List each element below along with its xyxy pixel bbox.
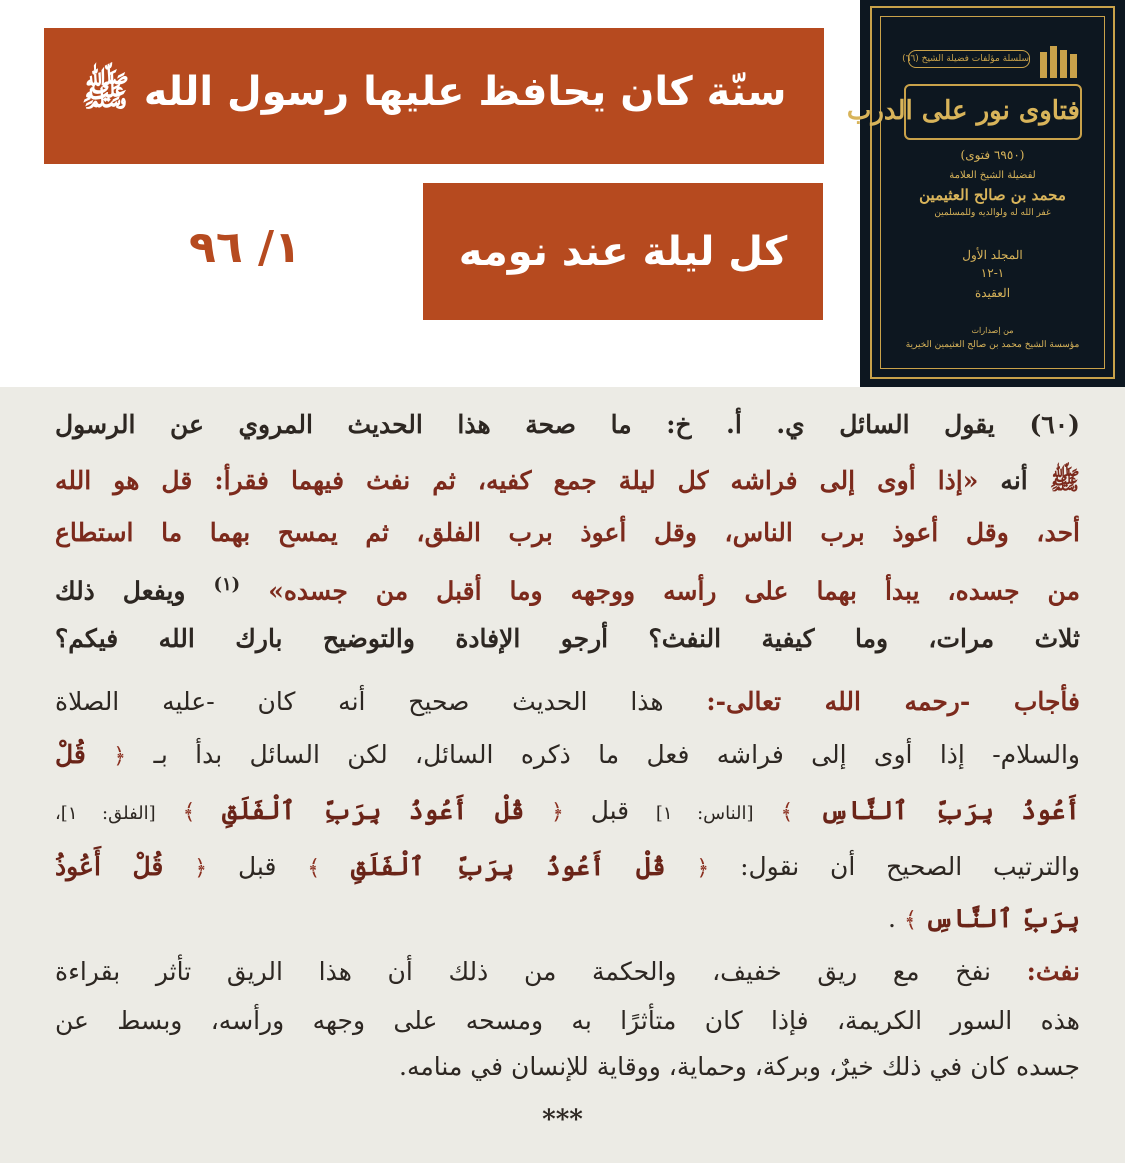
title-text: سنّة كان يحافظ عليها رسول الله ﷺ: [81, 69, 787, 115]
subtitle-text: كل ليلة عند نومه: [458, 228, 788, 275]
question-number: (٦٠): [1029, 410, 1080, 439]
quran-bracket-open-icon: ﴿: [551, 800, 564, 825]
footnote-marker: (١): [213, 574, 241, 595]
hadith-line-3: أحد، وقل أعوذ برب الناس، وقل أعوذ برب الفلق، ثم يمسح بهما ما استطاع: [55, 518, 1080, 547]
books-logo-icon: [1040, 44, 1080, 78]
cover-publisher: مؤسسة الشيخ محمد بن صالح العثيمين الخيرية: [905, 340, 1080, 350]
question-line-2: [55, 461, 1080, 501]
cover-range: ١-١٢: [980, 266, 1005, 280]
cover-byline: لفضيلة الشيخ العلامة: [949, 170, 1036, 181]
cover-title: فتاوى نور على الدرب: [904, 84, 1082, 140]
quran-bracket-open-icon: ﴿: [194, 856, 208, 881]
verse-falaq-2: قُلْ أَعُوذُ بِرَبِّ ٱلْفَلَقِ: [350, 852, 666, 881]
verse-qul-audhu: قُلْ أَعُوذُ: [55, 852, 164, 881]
answer-line-4: [55, 847, 1080, 889]
cover-count: (٦٩٥٠ فتوى): [960, 148, 1025, 162]
answer-text-1: هذا الحديث صحيح أنه كان -عليه الصلاة: [55, 687, 664, 716]
word-qabl: قبل: [590, 796, 630, 825]
hadith-line-4: [55, 565, 1080, 611]
question-asker: يقول السائل ي. أ. خ: ما صحة هذا الحديث المروي عن الرسول: [55, 410, 995, 439]
hadith-text-4: من جسده، يبدأ بهما على رأسه ووجهه وما أقبل من جسده»: [268, 576, 1080, 606]
answer-line-1: [55, 682, 1080, 722]
verse-nas: أَعُوذُ بِرَبِّ ٱلنَّاسِ: [819, 796, 1081, 825]
question-line-1: [55, 405, 1080, 445]
question-text-4b: ويفعل ذلك: [55, 576, 186, 606]
answer-line-2: [55, 735, 1080, 777]
quran-bracket-close-icon: ﴾: [182, 800, 196, 825]
title-banner: [44, 28, 824, 164]
answer-period: .: [888, 904, 896, 933]
answer-text-2: والسلام- إذا أوى إلى فراشه فعل ما ذكره السائل، لكن السائل بدأ بـ: [153, 740, 1081, 769]
cover-volume: المجلد الأول: [962, 248, 1023, 262]
naft-label: نفث:: [1026, 957, 1081, 986]
quran-bracket-close-icon: ﴾: [307, 856, 321, 881]
answer-intro: فأجاب -رحمه الله تعالى-:: [706, 687, 1081, 716]
answer-line-7: هذه السور الكريمة، فإذا كان متأثرًا به ومسحه على وجهه ورأسه، وبسط عن: [55, 1006, 1080, 1035]
verse-birabbi-nas: بِرَبِّ ٱلنَّاسِ: [924, 904, 1080, 933]
cover-topic: العقيدة: [974, 286, 1011, 300]
ref-falaq: [الفلق: ١]،: [55, 803, 156, 824]
answer-line-8: جسده كان في ذلك خيرٌ، وبركة، وحماية، ووقاية للإنسان في منامه.: [399, 1052, 1080, 1081]
answer-line-5: [55, 899, 1080, 941]
answer-line-3: [55, 791, 1080, 834]
verse-qul: قُلْ: [55, 740, 86, 769]
hadith-text-2: «إذا أوى إلى فراشه كل ليلة جمع كفيه، ثم نفث فيهما فقرأ: قل هو الله: [55, 466, 979, 495]
question-text-2a: أنه: [1000, 466, 1028, 495]
book-cover: [846, 0, 1125, 387]
page-scan: [0, 387, 1125, 1163]
reference-number: ١/ ٩٦: [189, 222, 301, 273]
ref-nas: [الناس: ١]: [655, 803, 754, 824]
quran-bracket-close-icon: ﴾: [903, 908, 917, 933]
quran-bracket-close-icon: ﴾: [780, 800, 794, 825]
subtitle-banner: [423, 183, 823, 320]
answer-text-6: نفخ مع ريق خفيف، والحكمة من ذلك أن هذا الريق تأثر بقراءة: [55, 957, 991, 986]
verse-falaq: قُلْ أَعُوذُ بِرَبِّ ٱلْفَلَقِ: [222, 796, 525, 825]
word-qabl-2: قبل: [237, 852, 277, 881]
salawat-symbol: ﷺ: [1049, 466, 1080, 495]
cover-publisher-prefix: من إصدارات: [971, 326, 1014, 335]
cover-series: سلسلة مؤلفات فضيلة الشيخ (٦٦): [908, 50, 1030, 68]
section-divider: ***: [542, 1105, 583, 1135]
question-line-5: ثلاث مرات، وما كيفية النفث؟ أرجو الإفادة والتوضيح بارك الله فيكم؟: [55, 624, 1080, 653]
cover-author: محمد بن صالح العثيمين: [919, 186, 1066, 204]
quran-bracket-open-icon: ﴿: [113, 744, 127, 769]
answer-line-6: [55, 952, 1080, 992]
cover-blessing: غفر الله له ولوالديه وللمسلمين: [934, 208, 1051, 218]
answer-text-4: والترتيب الصحيح أن نقول:: [740, 852, 1081, 881]
quran-bracket-open-icon: ﴿: [696, 856, 710, 881]
